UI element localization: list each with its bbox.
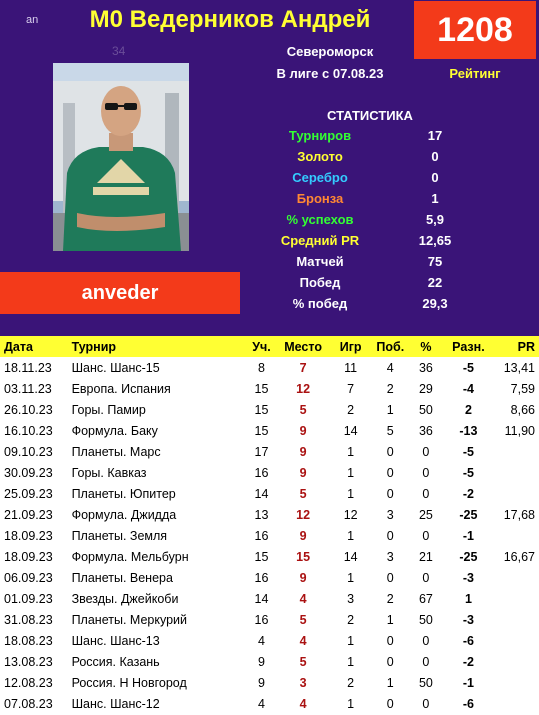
cell-participants: 4 [257,696,265,711]
cell-difference: -6 [462,696,474,711]
table-row [0,609,539,630]
stat-label: Серебро [292,170,348,185]
cell-pr [494,672,539,693]
cell-percent: 29 [418,381,433,396]
cell-pr [494,609,539,630]
cell-tournament: Россия. Н Новгород [71,675,187,690]
header-date: Дата [4,339,33,354]
table-row [0,630,539,651]
cell-wins: 2 [386,381,394,396]
stat-label: % побед [292,296,348,311]
cell-tournament: Шанс. Шанс-15 [71,360,160,375]
cell-percent: 0 [422,696,430,711]
cell-games: 3 [347,591,355,606]
cell-place: 9 [299,570,307,585]
player-header [0,0,539,336]
cell-wins: 3 [386,507,394,522]
cell-date: 21.09.23 [4,507,53,522]
table-row [0,357,539,378]
stat-value: 22 [427,275,443,290]
table-row [0,525,539,546]
cell-wins: 1 [386,675,394,690]
stat-value: 1 [431,191,439,206]
cell-participants: 13 [254,507,269,522]
cell-difference: 1 [464,591,472,606]
cell-difference: -3 [462,612,474,627]
cell-date: 18.09.23 [4,549,53,564]
cell-tournament: Формула. Джидда [71,507,177,522]
cell-place: 9 [299,528,307,543]
cell-pr: 11,90 [504,423,535,438]
table-row [0,672,539,693]
cell-percent: 0 [422,528,430,543]
cell-date: 13.08.23 [4,654,53,669]
cell-place: 9 [299,444,307,459]
cell-games: 1 [347,696,355,711]
player-name: М0 Ведерников Андрей [89,6,371,33]
stat-label: Побед [299,275,341,290]
cell-pr [494,567,539,588]
stat-value: 5,9 [425,212,445,227]
cell-wins: 0 [386,570,394,585]
table-row [0,546,539,567]
cell-tournament: Формула. Мельбурн [71,549,189,564]
cell-place: 7 [299,360,307,375]
cell-tournament: Планеты. Земля [71,528,168,543]
cell-wins: 3 [386,549,394,564]
cell-participants: 14 [254,591,269,606]
cell-participants: 9 [257,654,265,669]
cell-participants: 17 [254,444,269,459]
cell-difference: -2 [462,654,474,669]
cell-pr: 7,59 [510,381,535,396]
cell-pr [494,462,539,483]
stat-value: 29,3 [422,296,448,311]
stat-value: 75 [427,254,443,269]
cell-wins: 0 [386,465,394,480]
cell-pr [494,525,539,546]
cell-wins: 1 [386,402,394,417]
stat-row-matches [250,254,470,275]
cell-percent: 0 [422,633,430,648]
cell-place: 15 [296,549,311,564]
cell-games: 7 [347,381,355,396]
cell-participants: 16 [254,465,269,480]
cell-date: 18.09.23 [4,528,53,543]
stat-row-gold [250,149,470,170]
cell-difference: -25 [459,549,478,564]
tournament-history-table [0,336,539,714]
cell-percent: 50 [418,612,433,627]
cell-place: 12 [296,507,311,522]
header-place: Место [284,339,322,354]
cell-percent: 25 [418,507,433,522]
cell-participants: 15 [254,423,269,438]
cell-percent: 67 [418,591,433,606]
header-games: Игр [339,339,362,354]
stat-row-bronze [250,191,470,212]
stat-row-avg-pr [250,233,470,254]
table-row [0,441,539,462]
cell-percent: 0 [422,486,430,501]
cell-percent: 36 [418,360,433,375]
cell-participants: 9 [257,675,265,690]
cell-date: 07.08.23 [4,696,53,711]
stat-label: Матчей [296,254,344,269]
cell-percent: 50 [418,675,433,690]
cell-difference: 2 [464,402,472,417]
stat-label: Средний PR [280,233,360,248]
cell-wins: 0 [386,654,394,669]
table-row [0,651,539,672]
rank-number: 34 [112,44,126,58]
cell-place: 12 [296,381,311,396]
stat-row-success-pct [250,212,470,233]
cell-tournament: Планеты. Юпитер [71,486,176,501]
stat-row-tournaments [250,128,470,149]
cell-wins: 0 [386,633,394,648]
cell-place: 5 [299,486,307,501]
table-row [0,483,539,504]
cell-pr: 17,68 [503,507,535,522]
cell-date: 18.08.23 [4,633,53,648]
cell-participants: 16 [254,612,269,627]
cell-participants: 16 [254,528,269,543]
cell-games: 1 [347,654,355,669]
cell-wins: 0 [386,444,394,459]
cell-wins: 0 [386,486,394,501]
rating-value: 1208 [414,1,536,59]
cell-pr [494,483,539,504]
cell-date: 09.10.23 [4,444,53,459]
cell-place: 9 [299,465,307,480]
cell-games: 1 [347,486,355,501]
table-row [0,504,539,525]
cell-difference: -3 [462,570,474,585]
cell-tournament: Планеты. Венера [71,570,173,585]
cell-date: 18.11.23 [4,360,52,375]
cell-percent: 0 [422,444,430,459]
cell-games: 11 [344,360,358,375]
cell-tournament: Шанс. Шанс-12 [71,696,160,711]
cell-pr [494,441,539,462]
cell-place: 3 [299,675,307,690]
cell-difference: -25 [459,507,478,522]
cell-tournament: Горы. Кавказ [71,465,147,480]
cell-tournament: Горы. Памир [71,402,146,417]
cell-wins: 0 [386,528,394,543]
cell-wins: 0 [386,696,394,711]
table-row [0,420,539,441]
cell-tournament: Россия. Казань [71,654,160,669]
player-photo-image [53,63,189,251]
stat-value: 17 [427,128,443,143]
table-row [0,399,539,420]
player-city: Североморск [286,44,374,59]
stats-title: СТАТИСТИКА [327,108,413,123]
cell-date: 06.09.23 [4,570,53,585]
stat-value: 12,65 [418,233,452,248]
cell-difference: -5 [462,444,474,459]
stat-row-silver [250,170,470,191]
cell-participants: 15 [254,381,269,396]
stat-label: Бронза [296,191,344,206]
stat-row-win-pct [250,296,470,317]
cell-difference: -5 [462,360,474,375]
table-row [0,693,539,714]
cell-percent: 21 [418,549,433,564]
cell-difference: -2 [462,486,474,501]
cell-tournament: Формула. Баку [71,423,158,438]
stat-value: 0 [431,170,439,185]
cell-wins: 2 [386,591,394,606]
cell-games: 2 [347,675,355,690]
league-since: В лиге с 07.08.23 [276,66,384,81]
cell-wins: 1 [386,612,394,627]
cell-participants: 4 [257,633,265,648]
cell-date: 03.11.23 [4,381,52,396]
cell-date: 30.09.23 [4,465,53,480]
cell-participants: 8 [257,360,265,375]
cell-pr [494,651,539,672]
cell-pr: 13,41 [503,360,535,375]
corner-label: an [26,14,39,26]
cell-difference: -1 [462,675,474,690]
cell-place: 5 [299,402,307,417]
cell-place: 5 [299,654,307,669]
cell-place: 5 [299,612,307,627]
cell-date: 26.10.23 [4,402,53,417]
cell-percent: 0 [422,570,430,585]
cell-date: 01.09.23 [4,591,53,606]
cell-tournament: Планеты. Меркурий [71,612,187,627]
cell-wins: 5 [386,423,394,438]
stat-label: Турниров [288,128,352,143]
cell-date: 12.08.23 [4,675,53,690]
cell-pr [494,588,539,609]
stat-label: % успехов [286,212,354,227]
cell-percent: 0 [422,654,430,669]
cell-games: 14 [343,423,358,438]
player-nickname: anveder [0,272,240,314]
cell-place: 4 [299,696,307,711]
table-row [0,588,539,609]
cell-games: 12 [343,507,358,522]
cell-tournament: Звезды. Джейкоби [71,591,179,606]
header-difference: Разн. [452,339,485,354]
cell-wins: 4 [386,360,394,375]
header-participants: Уч. [252,339,271,354]
cell-place: 4 [299,633,307,648]
header-percent: % [420,339,432,354]
cell-tournament: Планеты. Марс [71,444,161,459]
stat-row-wins [250,275,470,296]
cell-pr [494,630,539,651]
cell-pr: 8,66 [510,402,535,417]
cell-participants: 14 [254,486,269,501]
cell-participants: 15 [254,402,269,417]
cell-difference: -4 [462,381,474,396]
cell-games: 1 [347,444,355,459]
cell-games: 2 [347,612,355,627]
header-wins: Поб. [376,339,405,354]
cell-difference: -5 [462,465,474,480]
cell-participants: 15 [254,549,269,564]
cell-games: 1 [347,465,355,480]
cell-difference: -6 [462,633,474,648]
table-header-row [0,336,539,357]
cell-date: 25.09.23 [4,486,53,501]
cell-tournament: Европа. Испания [71,381,171,396]
stat-label: Золото [297,149,343,164]
stat-value: 0 [431,149,439,164]
cell-place: 9 [299,423,307,438]
cell-tournament: Шанс. Шанс-13 [71,633,160,648]
cell-games: 14 [343,549,358,564]
cell-games: 1 [347,570,355,585]
cell-participants: 16 [254,570,269,585]
header-pr: PR [517,339,535,354]
cell-difference: -13 [459,423,478,438]
cell-difference: -1 [462,528,474,543]
cell-games: 1 [347,633,355,648]
table-row [0,462,539,483]
cell-pr [494,693,539,714]
cell-pr: 16,67 [503,549,535,564]
cell-games: 2 [347,402,355,417]
table-row [0,378,539,399]
cell-date: 16.10.23 [4,423,53,438]
cell-place: 4 [299,591,307,606]
cell-percent: 0 [422,465,430,480]
rating-label: Рейтинг [449,66,501,81]
cell-percent: 50 [418,402,433,417]
table-row [0,567,539,588]
header-tournament: Турнир [71,339,117,354]
player-photo [53,63,189,251]
cell-games: 1 [347,528,355,543]
cell-percent: 36 [418,423,433,438]
cell-date: 31.08.23 [4,612,53,627]
